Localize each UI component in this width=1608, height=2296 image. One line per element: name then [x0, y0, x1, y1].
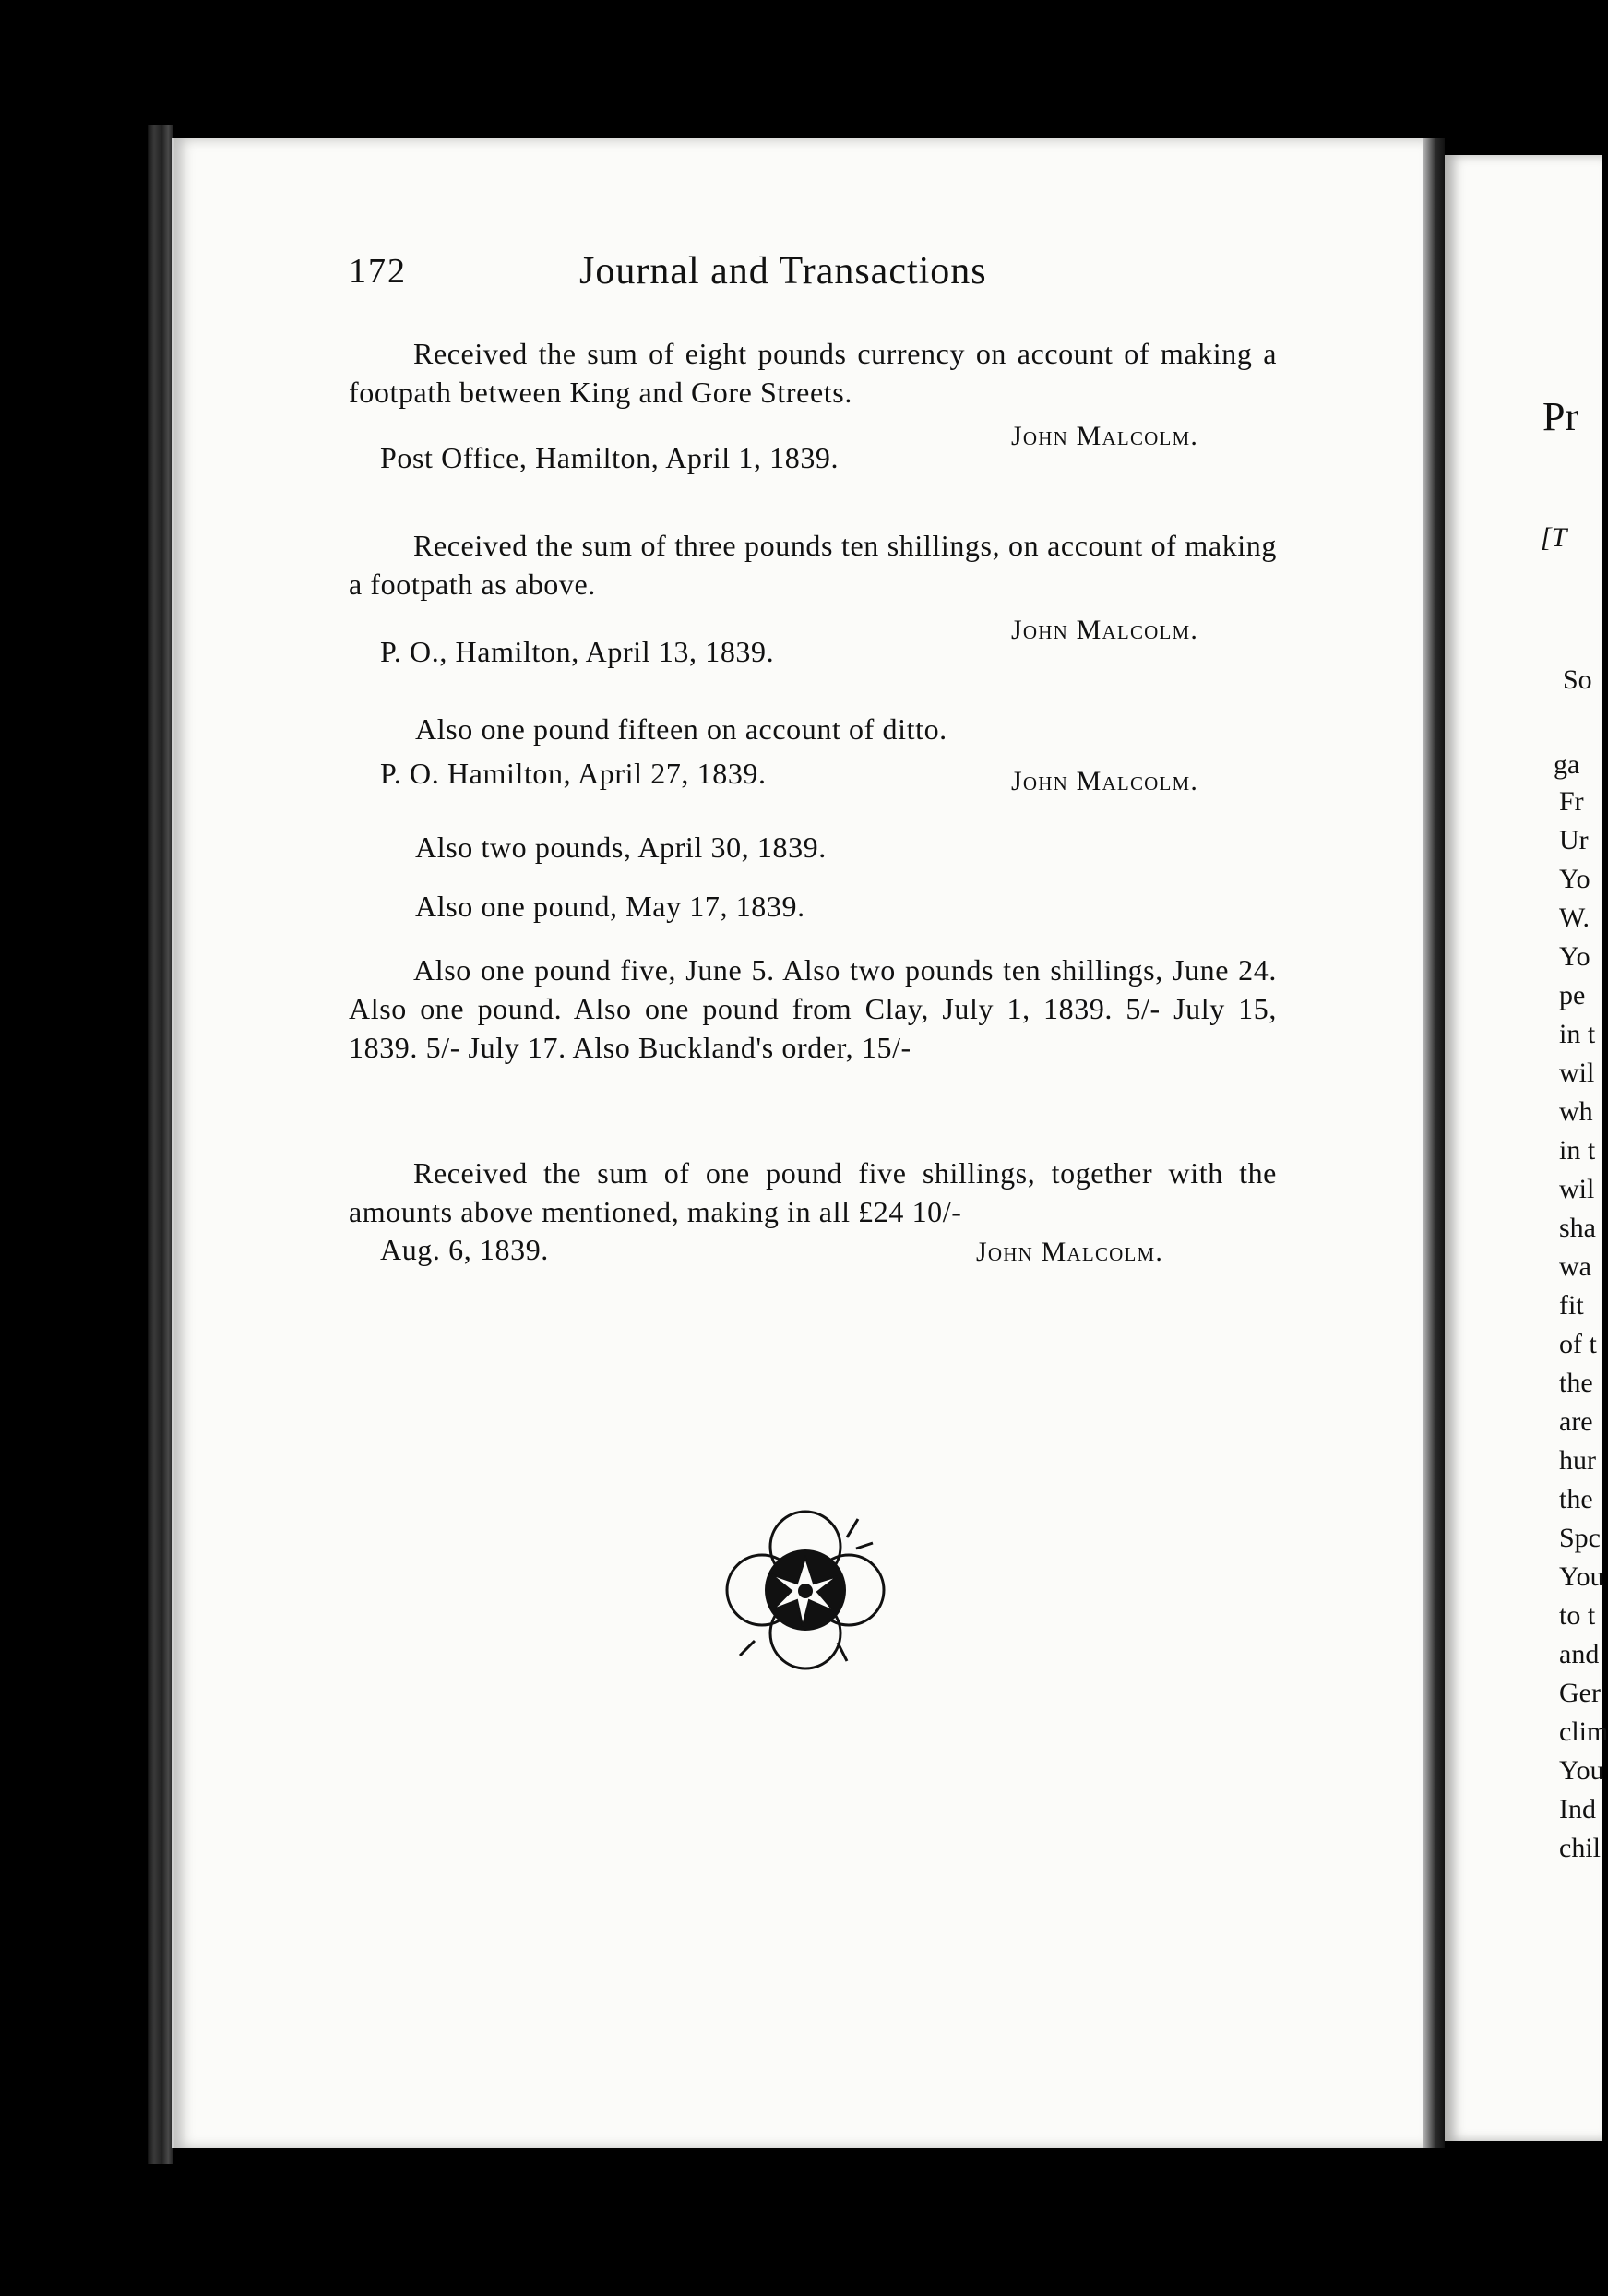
entry-3-signature: John Malcolm.: [1011, 766, 1199, 796]
entry-7-signature: John Malcolm.: [976, 1237, 1164, 1267]
page-header: [349, 251, 1271, 306]
right-page-line: wil: [1559, 1174, 1595, 1204]
entry-2-signature: John Malcolm.: [1011, 615, 1199, 645]
right-page-line: wh: [1559, 1096, 1593, 1127]
right-page-line: in t: [1559, 1019, 1596, 1049]
right-page-line: in t: [1559, 1135, 1596, 1166]
right-page-line: of t: [1559, 1329, 1597, 1359]
entry-2-place-date: P. O., Hamilton, April 13, 1839.: [380, 635, 775, 668]
entry-6-text: Also one pound five, June 5. Also two pounds ten shillings, June 24. Also one pound. Also one pound from Clay, July 1, 1839. 5/- July 15, 1839. 5/- July 17. Also Buckland's order, 15/-: [349, 953, 1277, 1064]
right-page-line: chil: [1559, 1833, 1601, 1863]
right-page-line: fit: [1559, 1290, 1584, 1321]
right-page: [1445, 155, 1608, 2141]
right-page-line: You: [1559, 1755, 1604, 1786]
right-page-line: Ger: [1559, 1678, 1601, 1708]
right-page-line: pe: [1559, 980, 1586, 1010]
right-page-line: clim: [1559, 1716, 1608, 1747]
right-page-line: and: [1559, 1639, 1600, 1669]
entry-3-text: Also one pound fifteen on account of ditto.: [415, 712, 947, 746]
right-page-line: wil: [1559, 1058, 1595, 1088]
entry-1-place-date: Post Office, Hamilton, April 1, 1839.: [380, 441, 840, 474]
running-title: Journal and Transactions: [579, 250, 987, 293]
entry-1-text: Received the sum of eight pounds currency on account of making a footpath between King and Gore Streets.: [349, 337, 1277, 409]
right-page-line: the: [1559, 1368, 1593, 1398]
right-page-line: Yo: [1559, 941, 1590, 972]
entry-4-text: Also two pounds, April 30, 1839.: [415, 831, 827, 864]
book-binding-edge: [148, 125, 173, 2164]
entry-7-date: Aug. 6, 1839.: [380, 1233, 549, 1266]
right-page-line: Ind: [1559, 1794, 1596, 1824]
left-page: [172, 138, 1425, 2148]
center-gutter: [1423, 138, 1445, 2148]
right-page-line: are: [1559, 1406, 1593, 1437]
right-page-line: to t: [1559, 1600, 1596, 1631]
entry-5-text: Also one pound, May 17, 1839.: [415, 890, 805, 923]
right-page-line: sha: [1559, 1213, 1596, 1243]
page-number: 172: [349, 252, 407, 291]
right-page-line: W.: [1559, 903, 1590, 933]
right-page-line: Spc: [1559, 1523, 1601, 1553]
right-page-line: Ur: [1559, 825, 1589, 855]
right-page-line: ga: [1554, 749, 1580, 780]
right-page-subheading: [T: [1541, 522, 1567, 553]
right-page-line: the: [1559, 1484, 1593, 1514]
right-page-line: So: [1563, 664, 1592, 695]
right-page-line: hur: [1559, 1445, 1596, 1476]
right-page-line: Fr: [1559, 786, 1584, 817]
entry-7-text: Received the sum of one pound five shillings, together with the amounts above mentioned, making in all £24 10/-: [349, 1156, 1277, 1228]
entry-1-signature: John Malcolm.: [1011, 421, 1199, 451]
entry-3-place-date: P. O. Hamilton, April 27, 1839.: [380, 757, 767, 790]
right-page-line: You: [1559, 1561, 1604, 1592]
right-page-line: Yo: [1559, 864, 1590, 894]
entry-2-text: Received the sum of three pounds ten shillings, on account of making a footpath as above.: [349, 529, 1277, 601]
floral-tailpiece-icon: [718, 1502, 893, 1678]
right-page-line: wa: [1559, 1251, 1591, 1282]
right-page-heading: Pr: [1542, 394, 1579, 439]
